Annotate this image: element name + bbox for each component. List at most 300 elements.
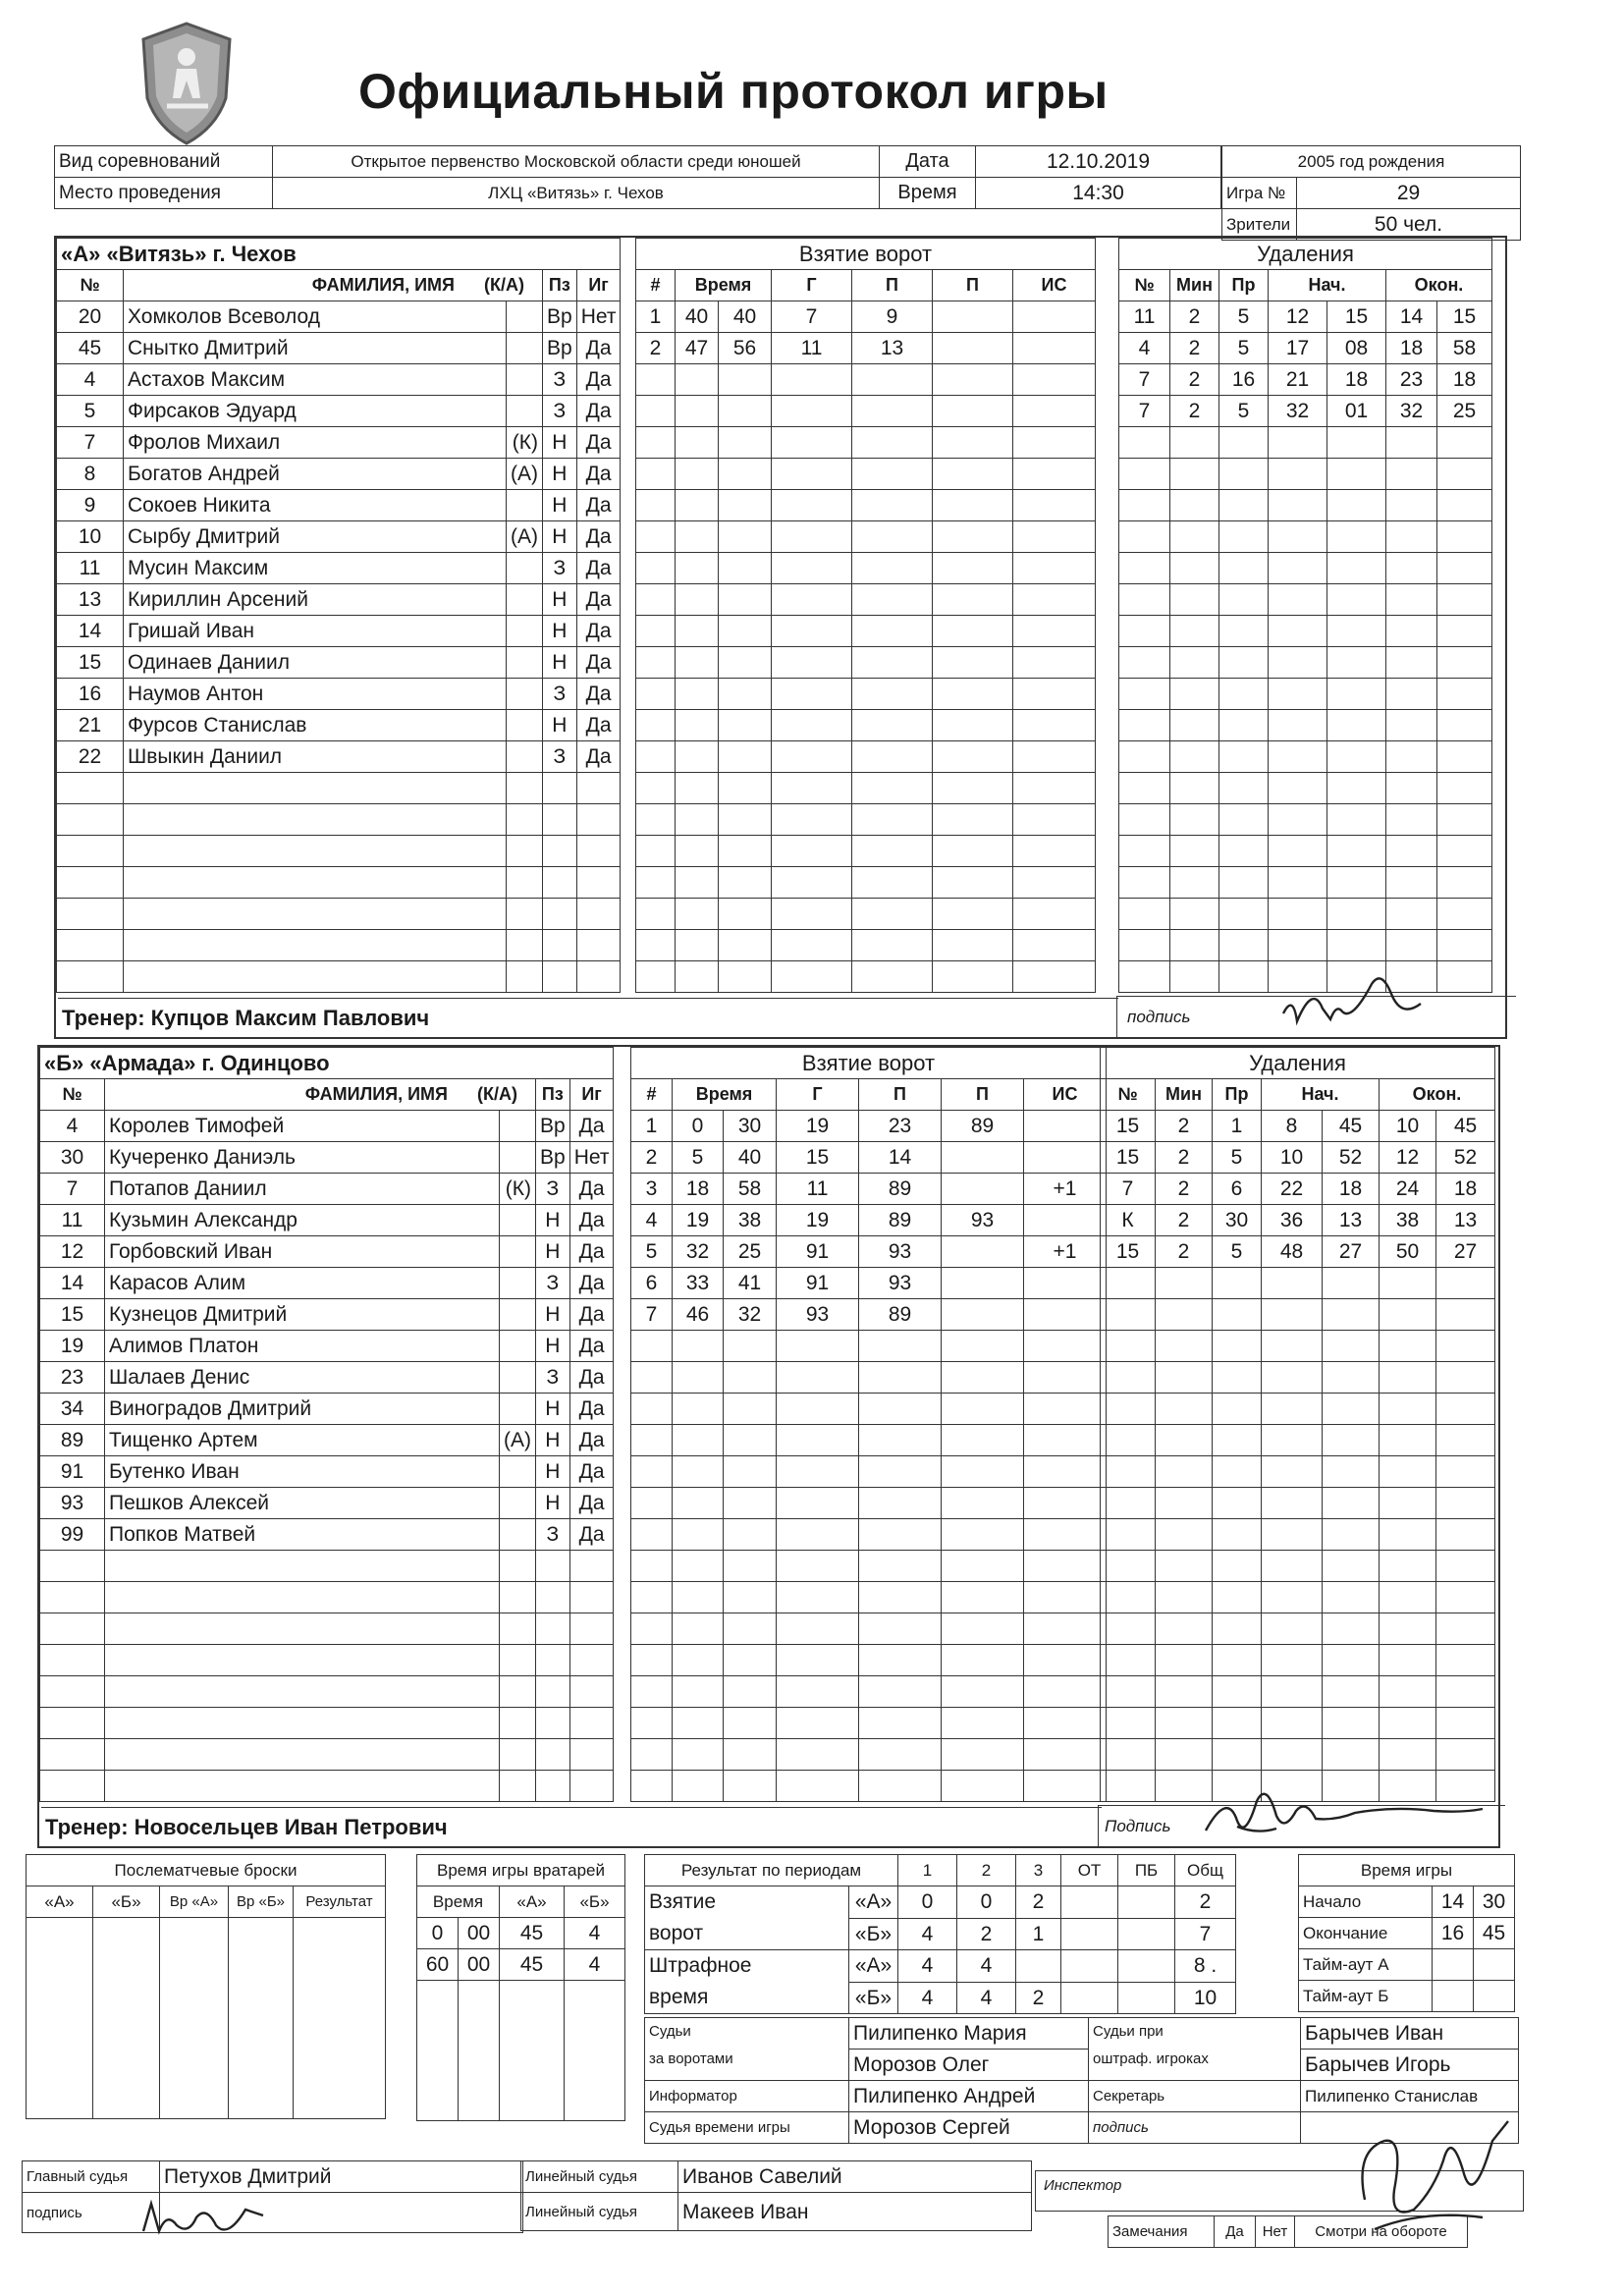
timeout-b-label: Тайм-аут Б bbox=[1299, 1981, 1433, 2012]
penalty-player bbox=[1101, 1771, 1156, 1802]
player-role bbox=[507, 490, 543, 521]
roster-row bbox=[57, 647, 621, 679]
roster-row bbox=[57, 521, 621, 553]
goal-row bbox=[636, 584, 1096, 616]
player-number: 11 bbox=[40, 1205, 105, 1236]
player-played: Да bbox=[569, 1299, 614, 1331]
penalty-end-min bbox=[1380, 1708, 1436, 1739]
penalty-start-min bbox=[1269, 773, 1327, 804]
goal-minute: 40 bbox=[676, 301, 719, 333]
team-a-pen-title: Удаления bbox=[1119, 239, 1492, 270]
penalty-minutes bbox=[1156, 1551, 1213, 1582]
pim-row-label bbox=[645, 1950, 849, 2014]
goal-strength bbox=[1024, 1708, 1107, 1739]
penalty-player bbox=[1119, 867, 1170, 899]
goal-strength bbox=[1013, 836, 1096, 867]
player-name: Богатов Андрей bbox=[124, 459, 507, 490]
penalty-start-min bbox=[1262, 1582, 1323, 1613]
penalty-end-sec bbox=[1437, 427, 1492, 459]
penalty-player bbox=[1101, 1708, 1156, 1739]
player-played bbox=[576, 836, 621, 867]
penalty-start-sec bbox=[1327, 836, 1386, 867]
penalty-start-sec bbox=[1323, 1708, 1380, 1739]
goal-assist-1 bbox=[852, 647, 933, 679]
goal-index bbox=[636, 773, 676, 804]
col-pen-min-b: Мин bbox=[1156, 1079, 1213, 1111]
goal-assist-1: 9 bbox=[852, 301, 933, 333]
goal-scorer bbox=[777, 1708, 859, 1739]
col-pen-end: Окон. bbox=[1386, 270, 1492, 301]
player-number bbox=[40, 1551, 105, 1582]
player-role bbox=[500, 1394, 536, 1425]
federation-logo bbox=[137, 20, 236, 147]
penalty-end-sec bbox=[1437, 773, 1492, 804]
goal-assist-1 bbox=[852, 710, 933, 741]
player-name: Мусин Максим bbox=[124, 553, 507, 584]
goal-second: 32 bbox=[724, 1299, 777, 1331]
player-number bbox=[57, 867, 124, 899]
player-played: Да bbox=[576, 521, 621, 553]
player-number: 8 bbox=[57, 459, 124, 490]
goal-minute bbox=[673, 1456, 724, 1488]
game-end-h: 16 bbox=[1433, 1918, 1474, 1949]
goal-second bbox=[724, 1645, 777, 1676]
goal-scorer bbox=[772, 867, 852, 899]
col-pen-pr-b: Пр bbox=[1213, 1079, 1262, 1111]
player-number: 16 bbox=[57, 679, 124, 710]
goal-minute bbox=[673, 1362, 724, 1394]
player-position: З bbox=[543, 364, 577, 396]
player-number bbox=[57, 836, 124, 867]
penalty-row bbox=[1101, 1519, 1495, 1551]
penalty-start-min: 8 bbox=[1262, 1111, 1323, 1142]
player-name: Снытко Дмитрий bbox=[124, 333, 507, 364]
goal-second bbox=[719, 930, 772, 961]
penalty-start-min bbox=[1269, 553, 1327, 584]
player-played bbox=[576, 930, 621, 961]
col-goal-assist1: П bbox=[852, 270, 933, 301]
player-position: З bbox=[543, 396, 577, 427]
penalty-end-sec: 45 bbox=[1436, 1111, 1495, 1142]
spectators-label: Зрители bbox=[1222, 209, 1297, 241]
shootout-block bbox=[26, 1854, 386, 2119]
penalty-start-min bbox=[1262, 1739, 1323, 1771]
penalty-end-sec: 25 bbox=[1437, 396, 1492, 427]
goal-index bbox=[636, 647, 676, 679]
penalty-start-sec bbox=[1327, 584, 1386, 616]
player-role: (А) bbox=[500, 1425, 536, 1456]
goal-judge-1: Пилипенко Мария bbox=[849, 2018, 1089, 2050]
goal-judges-label-2: за воротами bbox=[649, 2050, 733, 2067]
game-time-block bbox=[1298, 1854, 1515, 2012]
player-position bbox=[536, 1551, 570, 1582]
main-ref-name: Петухов Дмитрий bbox=[160, 2161, 523, 2193]
player-position: Н bbox=[536, 1236, 570, 1268]
penalty-start-sec bbox=[1327, 804, 1386, 836]
player-name bbox=[105, 1551, 500, 1582]
goal-scorer bbox=[772, 899, 852, 930]
penalty-player bbox=[1119, 427, 1170, 459]
roster-row bbox=[57, 396, 621, 427]
penalty-row bbox=[1119, 867, 1492, 899]
player-name bbox=[124, 867, 507, 899]
goal-second bbox=[719, 584, 772, 616]
player-position: Н bbox=[536, 1394, 570, 1425]
penalty-start-sec bbox=[1327, 930, 1386, 961]
goals-b-pb bbox=[1118, 1918, 1175, 1950]
penalty-end-sec bbox=[1437, 647, 1492, 679]
penalty-player bbox=[1119, 490, 1170, 521]
penalty-reason bbox=[1219, 961, 1269, 993]
goal-assist-1 bbox=[852, 396, 933, 427]
player-position bbox=[543, 773, 577, 804]
penalty-start-min: 22 bbox=[1262, 1174, 1323, 1205]
penalty-reason bbox=[1219, 427, 1269, 459]
player-position: З bbox=[536, 1174, 570, 1205]
penalty-minutes bbox=[1156, 1613, 1213, 1645]
goal-minute bbox=[673, 1519, 724, 1551]
goal-row bbox=[636, 364, 1096, 396]
goal-assist-1 bbox=[859, 1739, 942, 1771]
pen-judge-2: Барычев Игорь bbox=[1301, 2050, 1519, 2081]
goal-scorer: 11 bbox=[777, 1174, 859, 1205]
penalty-end-sec bbox=[1436, 1708, 1495, 1739]
col-pen-start-b: Нач. bbox=[1262, 1079, 1380, 1111]
penalty-start-sec bbox=[1323, 1551, 1380, 1582]
informer-name: Пилипенко Андрей bbox=[849, 2081, 1089, 2112]
goal-minute bbox=[676, 741, 719, 773]
goal-row bbox=[631, 1394, 1107, 1425]
player-position bbox=[536, 1613, 570, 1645]
player-name bbox=[124, 930, 507, 961]
penalty-start-min bbox=[1269, 899, 1327, 930]
col-pen-min: Мин bbox=[1170, 270, 1219, 301]
player-role bbox=[507, 961, 543, 993]
player-name: Наумов Антон bbox=[124, 679, 507, 710]
goal-strength bbox=[1013, 396, 1096, 427]
goal-index: 6 bbox=[631, 1268, 673, 1299]
penalty-start-sec bbox=[1327, 427, 1386, 459]
player-played: Нет bbox=[569, 1142, 614, 1174]
penalty-minutes: 2 bbox=[1156, 1205, 1213, 1236]
penalty-minutes bbox=[1156, 1645, 1213, 1676]
goals-team-b-label: «Б» bbox=[849, 1918, 898, 1950]
penalty-minutes bbox=[1156, 1488, 1213, 1519]
goal-minute: 46 bbox=[673, 1299, 724, 1331]
goal-second bbox=[719, 899, 772, 930]
penalty-end-sec bbox=[1437, 490, 1492, 521]
period-ot-header: ОТ bbox=[1061, 1855, 1118, 1886]
penalty-end-min bbox=[1386, 459, 1437, 490]
penalty-row bbox=[1119, 679, 1492, 710]
goal-strength bbox=[1024, 1142, 1107, 1174]
goal-row bbox=[636, 301, 1096, 333]
penalty-minutes bbox=[1156, 1362, 1213, 1394]
penalty-end-min bbox=[1386, 804, 1437, 836]
secretary-sign-label: подпись bbox=[1089, 2112, 1301, 2144]
player-role bbox=[507, 930, 543, 961]
player-position bbox=[543, 961, 577, 993]
penalty-start-sec bbox=[1323, 1331, 1380, 1362]
player-number: 22 bbox=[57, 741, 124, 773]
goal-second bbox=[719, 679, 772, 710]
penalty-end-sec: 13 bbox=[1436, 1205, 1495, 1236]
main-ref-sign-label: подпись bbox=[23, 2193, 160, 2233]
player-role bbox=[507, 584, 543, 616]
competition-label: Вид соревнований bbox=[55, 146, 273, 178]
col-goal-idx: # bbox=[636, 270, 676, 301]
goal-row bbox=[631, 1362, 1107, 1394]
goal-strength bbox=[1013, 459, 1096, 490]
linesman-1-name: Иванов Савелий bbox=[678, 2161, 1032, 2193]
player-role bbox=[507, 616, 543, 647]
period-pb-header: ПБ bbox=[1118, 1855, 1175, 1886]
goal-scorer: 91 bbox=[777, 1236, 859, 1268]
col-goal-scorer-b: Г bbox=[777, 1079, 859, 1111]
penalty-minutes: 2 bbox=[1156, 1174, 1213, 1205]
goal-row bbox=[636, 679, 1096, 710]
goal-judge-2: Морозов Олег bbox=[849, 2050, 1089, 2081]
roster-row bbox=[40, 1299, 614, 1331]
goal-index bbox=[631, 1362, 673, 1394]
player-role: (А) bbox=[507, 521, 543, 553]
penalty-row bbox=[1119, 773, 1492, 804]
player-name: Потапов Даниил bbox=[105, 1174, 500, 1205]
goal-assist-2 bbox=[933, 836, 1013, 867]
player-role bbox=[500, 1299, 536, 1331]
goal-strength bbox=[1013, 616, 1096, 647]
player-played bbox=[576, 961, 621, 993]
goal-second bbox=[724, 1425, 777, 1456]
penalty-player bbox=[1119, 553, 1170, 584]
penalty-start-min bbox=[1262, 1362, 1323, 1394]
player-number: 15 bbox=[40, 1299, 105, 1331]
goal-second bbox=[724, 1771, 777, 1802]
goal-minute bbox=[676, 427, 719, 459]
goal-assist-2 bbox=[933, 584, 1013, 616]
goal-row bbox=[631, 1268, 1107, 1299]
player-name: Пешков Алексей bbox=[105, 1488, 500, 1519]
gk-team-b: 4 bbox=[565, 1918, 625, 1949]
player-position: Н bbox=[543, 490, 577, 521]
player-name bbox=[124, 836, 507, 867]
penalty-reason bbox=[1219, 679, 1269, 710]
penalty-row bbox=[1101, 1331, 1495, 1362]
penalty-start-min bbox=[1262, 1425, 1323, 1456]
goal-second bbox=[719, 459, 772, 490]
player-name: Кузнецов Дмитрий bbox=[105, 1299, 500, 1331]
penalty-end-min: 50 bbox=[1380, 1236, 1436, 1268]
goal-row bbox=[631, 1645, 1107, 1676]
game-start-m: 30 bbox=[1474, 1886, 1515, 1918]
goal-assist-1: 89 bbox=[859, 1174, 942, 1205]
goal-second bbox=[719, 710, 772, 741]
goal-minute: 33 bbox=[673, 1268, 724, 1299]
roster-row bbox=[57, 741, 621, 773]
goal-strength bbox=[1013, 710, 1096, 741]
goal-assist-2 bbox=[942, 1519, 1024, 1551]
penalty-end-sec bbox=[1436, 1362, 1495, 1394]
goal-second bbox=[724, 1551, 777, 1582]
pim-b-p3: 2 bbox=[1016, 1982, 1061, 2014]
goal-scorer: 11 bbox=[772, 333, 852, 364]
goal-row bbox=[636, 899, 1096, 930]
player-played: Да bbox=[569, 1488, 614, 1519]
penalty-end-min bbox=[1380, 1551, 1436, 1582]
goal-strength bbox=[1024, 1739, 1107, 1771]
col-pen-num: № bbox=[1119, 270, 1170, 301]
goal-index bbox=[636, 899, 676, 930]
player-name bbox=[105, 1613, 500, 1645]
player-position: З bbox=[536, 1268, 570, 1299]
goal-assist-2: 93 bbox=[942, 1205, 1024, 1236]
penalty-player bbox=[1101, 1456, 1156, 1488]
goal-minute bbox=[676, 364, 719, 396]
goal-index bbox=[636, 679, 676, 710]
goal-second bbox=[719, 490, 772, 521]
player-played bbox=[569, 1708, 614, 1739]
goal-scorer bbox=[772, 710, 852, 741]
penalty-end-min: 14 bbox=[1386, 301, 1437, 333]
goal-row bbox=[631, 1582, 1107, 1613]
penalty-minutes bbox=[1170, 616, 1219, 647]
goals-b-total: 7 bbox=[1175, 1918, 1236, 1950]
penalty-minutes: 2 bbox=[1170, 364, 1219, 396]
shootout-vrb: Вр «Б» bbox=[229, 1886, 294, 1918]
player-name: Кириллин Арсений bbox=[124, 584, 507, 616]
penalty-end-sec bbox=[1437, 930, 1492, 961]
player-role bbox=[500, 1613, 536, 1645]
goal-index bbox=[636, 616, 676, 647]
penalty-start-min: 17 bbox=[1269, 333, 1327, 364]
roster-row bbox=[40, 1362, 614, 1394]
penalty-player bbox=[1119, 773, 1170, 804]
roster-row bbox=[57, 899, 621, 930]
penalty-start-min bbox=[1269, 867, 1327, 899]
penalty-start-sec bbox=[1327, 647, 1386, 679]
gk-time-block bbox=[416, 1854, 625, 2121]
player-role bbox=[507, 396, 543, 427]
col-goal-is-b: ИС bbox=[1024, 1079, 1107, 1111]
goal-strength bbox=[1024, 1205, 1107, 1236]
player-position: Вр bbox=[543, 301, 577, 333]
goal-minute bbox=[676, 679, 719, 710]
penalty-row bbox=[1101, 1551, 1495, 1582]
goal-minute bbox=[676, 804, 719, 836]
team-b-signature-label: Подпись bbox=[1098, 1805, 1505, 1847]
gk-minute: 0 bbox=[417, 1918, 459, 1949]
goal-strength bbox=[1013, 584, 1096, 616]
penalty-end-min bbox=[1386, 741, 1437, 773]
penalty-player bbox=[1119, 459, 1170, 490]
goal-strength bbox=[1024, 1613, 1107, 1645]
penalty-end-sec: 58 bbox=[1437, 333, 1492, 364]
penalty-player bbox=[1101, 1425, 1156, 1456]
roster-row bbox=[57, 301, 621, 333]
goal-second: 41 bbox=[724, 1268, 777, 1299]
col-name bbox=[124, 270, 543, 301]
player-name: Одинаев Даниил bbox=[124, 647, 507, 679]
goal-row bbox=[636, 741, 1096, 773]
penalty-end-min bbox=[1386, 490, 1437, 521]
roster-row bbox=[57, 459, 621, 490]
goal-row bbox=[631, 1174, 1107, 1205]
goal-index: 4 bbox=[631, 1205, 673, 1236]
penalty-reason bbox=[1219, 930, 1269, 961]
penalty-reason bbox=[1219, 836, 1269, 867]
player-role bbox=[500, 1771, 536, 1802]
player-name: Фирсаков Эдуард bbox=[124, 396, 507, 427]
goal-row bbox=[636, 961, 1096, 993]
pen-judges-label-1: Судьи при bbox=[1093, 2023, 1164, 2040]
penalty-minutes bbox=[1170, 773, 1219, 804]
roster-row bbox=[57, 553, 621, 584]
penalty-reason bbox=[1219, 647, 1269, 679]
player-number: 45 bbox=[57, 333, 124, 364]
player-role bbox=[500, 1519, 536, 1551]
player-number: 30 bbox=[40, 1142, 105, 1174]
goal-assist-2 bbox=[942, 1771, 1024, 1802]
roster-row bbox=[40, 1456, 614, 1488]
goals-a-ot bbox=[1061, 1886, 1118, 1919]
penalty-row bbox=[1101, 1142, 1495, 1174]
penalty-reason bbox=[1213, 1425, 1262, 1456]
col-name-b bbox=[105, 1079, 536, 1111]
penalty-start-sec bbox=[1327, 867, 1386, 899]
goal-row bbox=[636, 333, 1096, 364]
timekeeper-name: Морозов Сергей bbox=[849, 2112, 1089, 2144]
penalty-start-sec bbox=[1327, 741, 1386, 773]
goal-index bbox=[631, 1331, 673, 1362]
penalty-minutes bbox=[1170, 930, 1219, 961]
penalty-minutes bbox=[1170, 584, 1219, 616]
player-number: 12 bbox=[40, 1236, 105, 1268]
penalty-minutes bbox=[1170, 710, 1219, 741]
goal-strength bbox=[1013, 364, 1096, 396]
penalty-end-min bbox=[1380, 1613, 1436, 1645]
player-played: Да bbox=[569, 1519, 614, 1551]
player-played: Да bbox=[576, 490, 621, 521]
player-name: Бутенко Иван bbox=[105, 1456, 500, 1488]
goal-assist-1: 89 bbox=[859, 1299, 942, 1331]
player-name bbox=[124, 961, 507, 993]
goal-assist-1 bbox=[852, 427, 933, 459]
goal-second bbox=[724, 1676, 777, 1708]
col-goal-time-b: Время bbox=[673, 1079, 777, 1111]
goal-row bbox=[636, 396, 1096, 427]
player-role bbox=[507, 364, 543, 396]
player-name: Астахов Максим bbox=[124, 364, 507, 396]
player-played: Да bbox=[576, 333, 621, 364]
goal-scorer bbox=[777, 1645, 859, 1676]
penalty-player: 7 bbox=[1119, 396, 1170, 427]
penalty-player bbox=[1119, 961, 1170, 993]
goal-scorer bbox=[777, 1771, 859, 1802]
team-a-roster bbox=[56, 238, 621, 993]
goal-assist-1: 93 bbox=[859, 1236, 942, 1268]
date-value: 12.10.2019 bbox=[976, 146, 1221, 178]
player-number bbox=[40, 1645, 105, 1676]
penalty-reason bbox=[1219, 459, 1269, 490]
goals-a-pb bbox=[1118, 1886, 1175, 1919]
penalty-minutes: 2 bbox=[1156, 1236, 1213, 1268]
penalty-player bbox=[1101, 1394, 1156, 1425]
roster-row bbox=[57, 616, 621, 647]
player-number bbox=[40, 1613, 105, 1645]
game-start-h: 14 bbox=[1433, 1886, 1474, 1918]
player-role bbox=[500, 1205, 536, 1236]
penalty-row bbox=[1119, 490, 1492, 521]
